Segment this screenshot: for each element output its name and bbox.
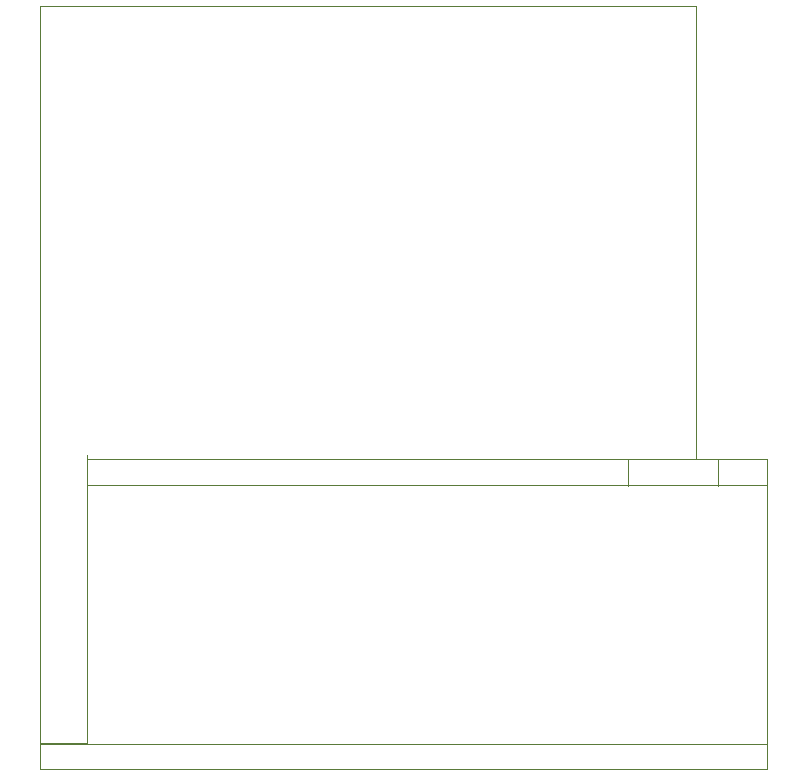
day5-header-row [88,459,768,486]
day4-itinerary-section [40,6,697,455]
day5-schedule-list [88,487,767,744]
meal-cell [628,460,719,487]
divider [767,459,768,744]
hotel-cell [718,460,769,487]
divider [696,6,697,459]
footer-note [40,744,768,770]
day5-label-cell [40,455,88,744]
day4-schedule-list [41,7,696,11]
